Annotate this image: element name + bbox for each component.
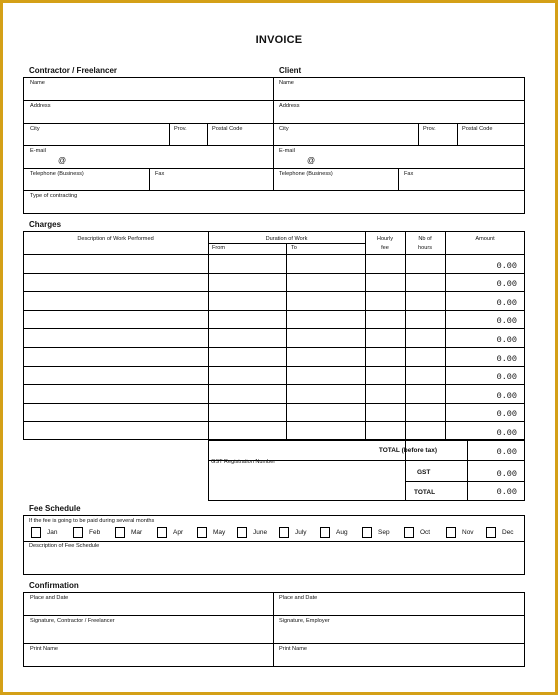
fee-schedule-heading: Fee Schedule (29, 504, 81, 513)
gst-label: GST (417, 469, 431, 476)
amount-cell[interactable]: 0.00 (496, 391, 517, 401)
checkbox-dec[interactable] (486, 527, 496, 538)
col-amount: Amount (475, 236, 495, 242)
amount-cell[interactable]: 0.00 (496, 316, 517, 326)
contractor-telephone-field[interactable]: Telephone (Business) (30, 171, 84, 177)
signature-employer-field[interactable]: Signature, Employer (279, 618, 330, 624)
client-fax-field[interactable]: Fax (404, 171, 414, 177)
month-label-oct: Oct (420, 529, 431, 536)
amount-cell[interactable]: 0.00 (496, 298, 517, 308)
amount-cell[interactable]: 0.00 (496, 261, 517, 271)
client-postal-field[interactable]: Postal Code (462, 126, 493, 132)
checkbox-nov[interactable] (446, 527, 456, 538)
confirmation-heading: Confirmation (29, 581, 79, 590)
client-name-field[interactable]: Name (279, 80, 294, 86)
confirmation-table (23, 592, 525, 667)
month-label-july: July (295, 529, 307, 536)
month-label-dec: Dec (502, 529, 514, 536)
amount-cell[interactable]: 0.00 (496, 428, 517, 438)
contractor-city-field[interactable]: City (30, 126, 40, 132)
fee-schedule-note: If the fee is going to be paid during several months (29, 518, 155, 524)
checkbox-july[interactable] (279, 527, 289, 538)
amount-cell[interactable]: 0.00 (496, 279, 517, 289)
contractor-address-field[interactable]: Address (30, 103, 51, 109)
checkbox-aug[interactable] (320, 527, 330, 538)
signature-contractor-field[interactable]: Signature, Contractor / Freelancer (30, 618, 115, 624)
contractor-at-sign: @ (58, 156, 67, 165)
total-before-tax-value[interactable]: 0.00 (496, 447, 517, 457)
client-address-field[interactable]: Address (279, 103, 300, 109)
client-prov-field[interactable]: Prov. (423, 126, 436, 132)
print-name-field-employer[interactable]: Print Name (279, 646, 307, 652)
amount-cell[interactable]: 0.00 (496, 409, 517, 419)
client-city-field[interactable]: City (279, 126, 289, 132)
month-label-feb: Feb (89, 529, 101, 536)
col-hourly: Hourly (376, 236, 394, 242)
month-label-may: May (213, 529, 226, 536)
total-before-tax-label: TOTAL (before tax) (378, 447, 437, 454)
month-label-aug: Aug (336, 529, 348, 536)
charges-heading: Charges (29, 220, 62, 229)
amount-cell[interactable]: 0.00 (496, 335, 517, 345)
amount-cell[interactable]: 0.00 (496, 354, 517, 364)
gst-value[interactable]: 0.00 (496, 469, 517, 479)
month-label-sep: Sep (378, 529, 390, 536)
contractor-fax-field[interactable]: Fax (155, 171, 165, 177)
gst-registration-field[interactable]: GST Registration Number (211, 459, 276, 465)
col-nb-of: Nb of (418, 236, 432, 242)
total-label: TOTAL (414, 489, 436, 496)
col-from: From (212, 245, 226, 251)
contractor-heading: Contractor / Freelancer (29, 66, 118, 75)
month-label-june: June (253, 529, 268, 536)
col-description: Description of Work Performed (77, 236, 154, 242)
checkbox-oct[interactable] (404, 527, 414, 538)
col-to: To (291, 245, 297, 251)
parties-divider (273, 77, 274, 191)
col-hours: hours (418, 245, 432, 251)
contractor-prov-field[interactable]: Prov. (174, 126, 187, 132)
checkbox-june[interactable] (237, 527, 247, 538)
checkbox-jan[interactable] (31, 527, 41, 538)
client-email-field[interactable]: E-mail (279, 148, 295, 154)
print-name-field-contractor[interactable]: Print Name (30, 646, 58, 652)
client-heading: Client (279, 66, 302, 75)
checkbox-may[interactable] (197, 527, 207, 538)
month-label-jan: Jan (47, 529, 58, 536)
amount-cell[interactable]: 0.00 (496, 372, 517, 382)
month-label-nov: Nov (462, 529, 474, 536)
fee-schedule-description-field[interactable]: Description of Fee Schedule (29, 543, 100, 549)
charges-table (23, 231, 525, 440)
invoice-title: INVOICE (255, 34, 303, 46)
col-fee: fee (381, 245, 389, 251)
type-of-contracting-field[interactable]: Type of contracting (30, 193, 78, 199)
contractor-email-field[interactable]: E-mail (30, 148, 46, 154)
checkbox-apr[interactable] (157, 527, 167, 538)
place-date-field-contractor[interactable]: Place and Date (30, 595, 69, 601)
contractor-postal-field[interactable]: Postal Code (212, 126, 243, 132)
place-date-field-employer[interactable]: Place and Date (279, 595, 318, 601)
checkbox-sep[interactable] (362, 527, 372, 538)
contractor-name-field[interactable]: Name (30, 80, 45, 86)
checkbox-mar[interactable] (115, 527, 125, 538)
checkbox-feb[interactable] (73, 527, 83, 538)
client-telephone-field[interactable]: Telephone (Business) (279, 171, 333, 177)
month-label-mar: Mar (131, 529, 143, 536)
total-value[interactable]: 0.00 (496, 487, 517, 497)
client-at-sign: @ (307, 156, 316, 165)
col-duration: Duration of Work (265, 236, 308, 242)
month-label-apr: Apr (173, 529, 184, 536)
